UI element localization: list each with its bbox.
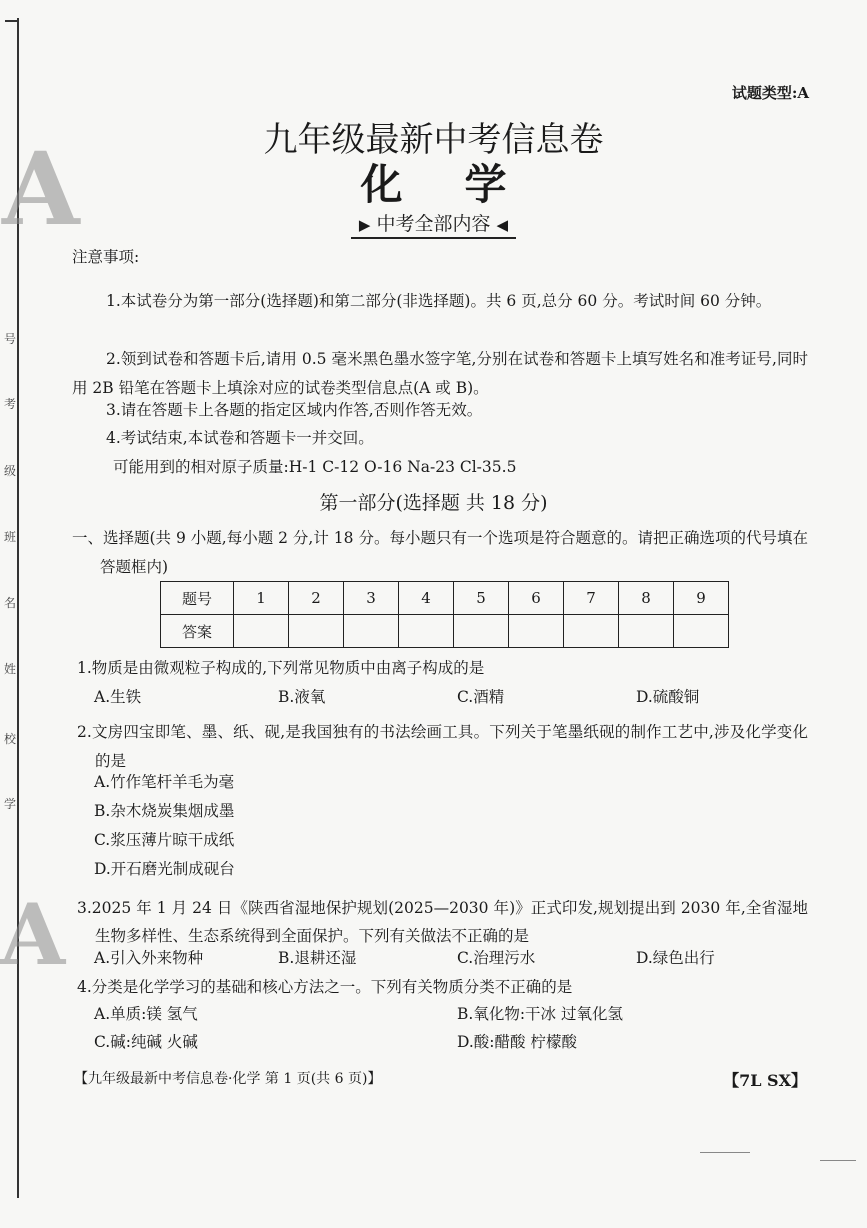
question-stem: 2.文房四宝即笔、墨、纸、砚,是我国独有的书法绘画工具。下列关于笔墨纸砚的制作工艺中,涉及化学变化的是 (77, 723, 808, 770)
paper-code: 【7L SX】 (723, 1071, 807, 1090)
part-title: 第一部分(选择题 共 18 分) (319, 492, 548, 514)
question-number-cell: 9 (674, 582, 729, 615)
side-margin-char: 级 (4, 464, 17, 478)
scan-mark (820, 1160, 856, 1161)
triangle-left-icon: ◀ (496, 216, 509, 234)
question-option: D.硫酸铜 (636, 688, 700, 706)
question-number-cell: 6 (509, 582, 564, 615)
side-margin-char: 名 (4, 596, 17, 610)
page-title: 九年级最新中考信息卷 (263, 120, 604, 160)
question-number-cell: 4 (399, 582, 454, 615)
notice-item: 3.请在答题卡上各题的指定区域内作答,否则作答无效。 (106, 401, 483, 419)
question-option: D.酸:醋酸 柠檬酸 (457, 1033, 577, 1051)
question-option: A.引入外来物种 (94, 949, 204, 967)
question-option: C.碱:纯碱 火碱 (94, 1033, 198, 1051)
atomic-masses: 可能用到的相对原子质量:H-1 C-12 O-16 Na-23 Cl-35.5 (113, 458, 517, 476)
answer-cell[interactable] (564, 615, 619, 648)
question-number-cell: 3 (344, 582, 399, 615)
side-margin-char: 班 (4, 530, 17, 544)
answer-cell[interactable] (674, 615, 729, 648)
scan-mark (700, 1152, 750, 1153)
question-number-cell: 2 (289, 582, 344, 615)
watermark-a-stamp: A (0, 885, 66, 984)
question-option: B.退耕还湿 (278, 949, 357, 967)
answer-cell[interactable] (399, 615, 454, 648)
side-margin-char: 号 (4, 332, 17, 346)
question-number-cell: 7 (564, 582, 619, 615)
side-margin-char: 考 (4, 397, 17, 411)
question-number-cell: 8 (619, 582, 674, 615)
question-option: D.开石磨光制成砚台 (94, 860, 235, 878)
question-option: C.浆压薄片晾干成纸 (94, 831, 235, 849)
question-stem: 3.2025 年 1 月 24 日《陕西省湿地保护规划(2025—2030 年)》正式印发,规划提出到 2030 年,全省湿地生物多样性、生态系统得到全面保护。下列有关做法不正确的是 (77, 899, 808, 945)
answer-table-header: 答案 (161, 615, 234, 648)
question-option: A.竹作笔杆羊毛为毫 (94, 773, 235, 791)
question-option: B.杂木烧炭集烟成墨 (94, 802, 235, 820)
notice-title: 注意事项: (72, 248, 140, 266)
answer-cell[interactable] (454, 615, 509, 648)
question-option: C.酒精 (457, 688, 505, 706)
question-number-cell: 5 (454, 582, 509, 615)
answer-cell[interactable] (619, 615, 674, 648)
question-option: A.生铁 (94, 688, 142, 706)
notice-item: 2.领到试卷和答题卡后,请用 0.5 毫米黑色墨水签字笔,分别在试卷和答题卡上填写姓名和准考证号,同时用 2B 铅笔在答题卡上填涂对应的试卷类型信息点(A 或 B)。 (72, 350, 808, 397)
question-stem: 1.物质是由微观粒子构成的,下列常见物质中由离子构成的是 (77, 659, 485, 677)
subject-title: 化学 (360, 160, 569, 209)
triangle-right-icon: ▶ (358, 216, 371, 234)
question-option: B.液氧 (278, 688, 326, 706)
question-stem: 4.分类是化学学习的基础和核心方法之一。下列有关物质分类不正确的是 (77, 978, 573, 996)
answer-table (160, 581, 729, 648)
notice-item: 4.考试结束,本试卷和答题卡一并交回。 (106, 429, 374, 447)
question-number-cell: 1 (234, 582, 289, 615)
answer-cell[interactable] (234, 615, 289, 648)
notice-item: 1.本试卷分为第一部分(选择题)和第二部分(非选择题)。共 6 页,总分 60 分。考试时间 60 分钟。 (106, 292, 772, 310)
scope-banner (0, 207, 867, 239)
side-margin-char: 校 (4, 732, 17, 746)
section-intro: 一、选择题(共 9 小题,每小题 2 分,计 18 分。每小题只有一个选项是符合题意的。请把正确选项的代号填在答题框内) (72, 529, 808, 576)
answer-cell[interactable] (509, 615, 564, 648)
answer-table-row (161, 582, 729, 615)
side-margin-char: 姓 (4, 662, 17, 676)
question-option: A.单质:镁 氢气 (94, 1005, 198, 1023)
answer-table-header: 题号 (161, 582, 234, 615)
answer-table-row (161, 615, 729, 648)
question-option: B.氧化物:干冰 过氧化氢 (457, 1005, 623, 1023)
question-option: D.绿色出行 (636, 949, 715, 967)
page-footer: 【九年级最新中考信息卷·化学 第 1 页(共 6 页)】 (74, 1071, 382, 1087)
paper-type-label: 试题类型:A (731, 84, 809, 102)
scope-label: 中考全部内容 (376, 213, 491, 235)
question-option: C.治理污水 (457, 949, 536, 967)
watermark-a-stamp: A (2, 130, 80, 248)
side-margin-char: 学 (4, 797, 17, 811)
answer-cell[interactable] (289, 615, 344, 648)
answer-cell[interactable] (344, 615, 399, 648)
